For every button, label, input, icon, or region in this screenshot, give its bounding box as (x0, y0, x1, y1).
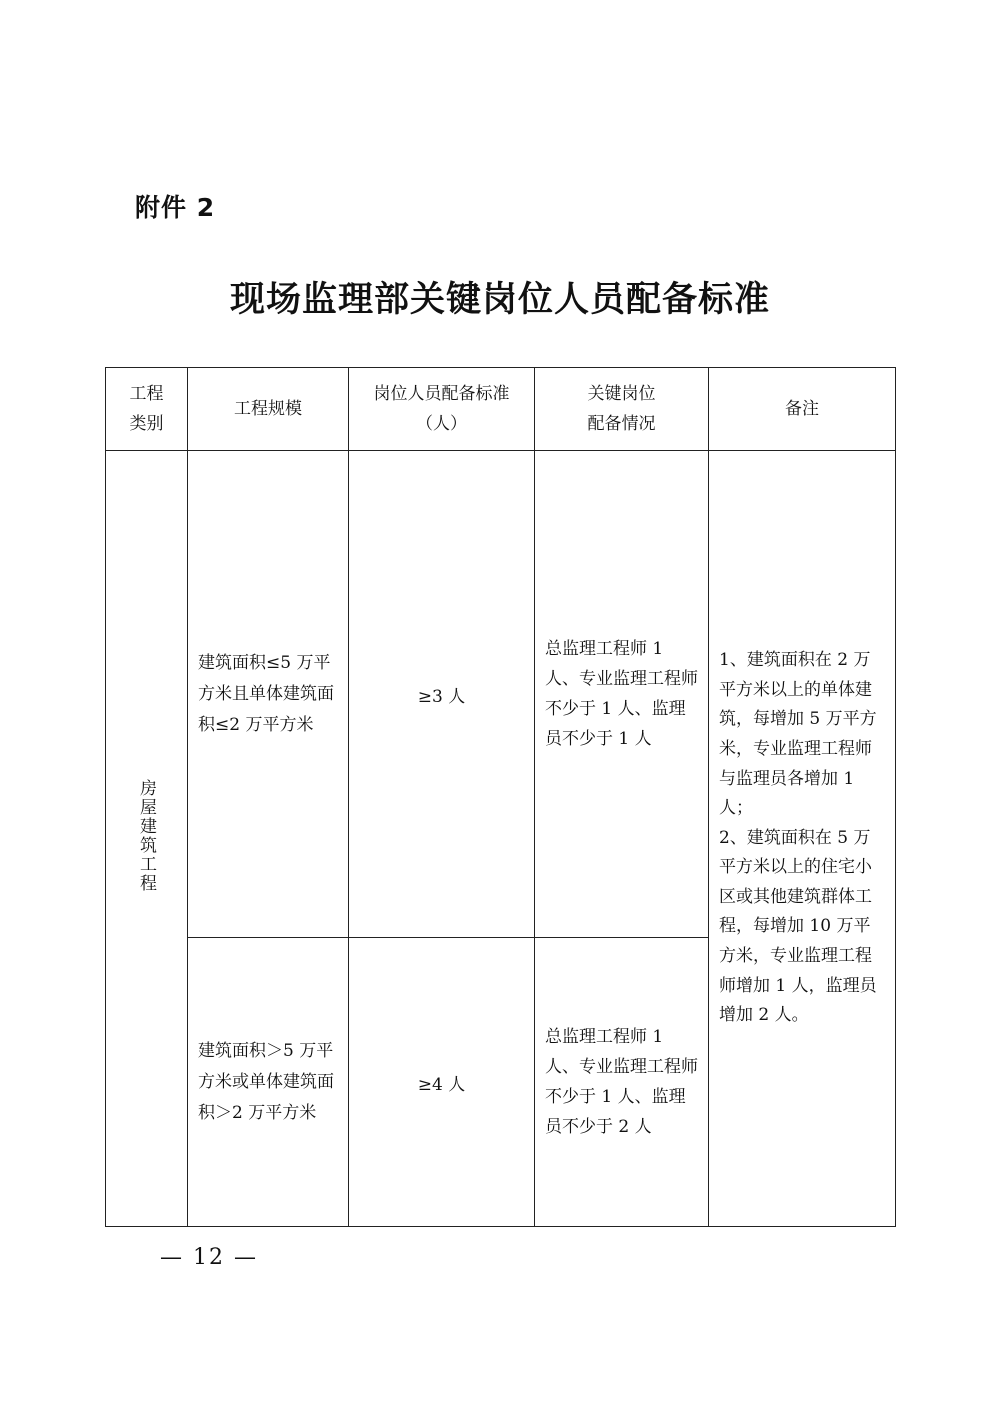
table-header-row (106, 368, 896, 451)
header-staffing-standard-line-1: 岗位人员配备标准 (373, 384, 510, 404)
header-notes: 备注 (709, 368, 896, 451)
notes-cell (709, 451, 896, 1227)
header-key-positions-line-2: 配备情况 (587, 414, 656, 434)
attachment-label: 附件 2 (135, 193, 216, 222)
scale-cell: 建筑面积≤5 万平方米且单体建筑面积≤2 万平方米 (188, 451, 349, 938)
scale-cell: 建筑面积＞5 万平方米或单体建筑面积＞2 万平方米 (188, 938, 349, 1227)
project-type-label: 房屋建筑工程 (136, 779, 156, 893)
header-project-type-line-2: 类别 (129, 414, 164, 434)
header-staffing-standard (349, 368, 535, 451)
standard-cell: ≥4 人 (349, 938, 535, 1227)
standard-cell: ≥3 人 (349, 451, 535, 938)
page-title: 现场监理部关键岗位人员配备标准 (229, 280, 770, 320)
key-positions-cell: 总监理工程师 1 人、专业监理工程师不少于 1 人、监理员不少于 1 人 (535, 451, 709, 938)
key-positions-cell: 总监理工程师 1 人、专业监理工程师不少于 1 人、监理员不少于 2 人 (535, 938, 709, 1227)
header-staffing-standard-line-2: （人） (416, 414, 467, 434)
header-project-type-line-1: 工程 (129, 384, 164, 404)
project-type-cell (106, 451, 188, 1227)
header-key-positions-line-1: 关键岗位 (587, 384, 656, 404)
note-item: 1、建筑面积在 2 万平方米以上的单体建筑，每增加 5 万平方米，专业监理工程师与监理员各增加 1 人； (719, 650, 877, 819)
header-project-type (106, 368, 188, 451)
header-project-scale: 工程规模 (188, 368, 349, 451)
page-number: — 12 — (160, 1245, 258, 1270)
table-row (106, 451, 896, 938)
note-item: 2、建筑面积在 5 万平方米以上的住宅小区或其他建筑群体工程，每增加 10 万平方米，专业监理工程师增加 1 人，监理员增加 2 人。 (719, 827, 877, 1026)
header-key-positions (535, 368, 709, 451)
staffing-standard-table (105, 367, 896, 1227)
